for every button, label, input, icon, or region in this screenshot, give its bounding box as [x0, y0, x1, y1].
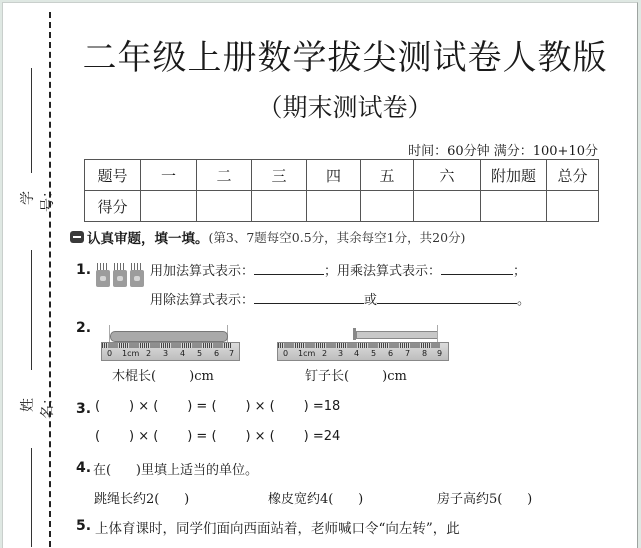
question-number: 3. [76, 401, 92, 417]
q3-equation-18[interactable]: ( ) × ( ) = ( ) × ( ) =18 [95, 399, 341, 414]
question-number: 2. [76, 320, 92, 336]
header-cell: 三 [252, 160, 307, 191]
score-cell[interactable] [414, 191, 481, 222]
section-header [70, 227, 465, 247]
q1-multiplication-prompt: ；用乘法算式表示： [324, 264, 442, 279]
ruler-number: 1cm [122, 349, 140, 358]
ruler-number: 4 [354, 349, 360, 358]
q1-division-prompt: 用除法算式表示： [150, 293, 255, 308]
ruler-number: 5 [197, 349, 203, 358]
student-no-label: 学号： [20, 184, 56, 212]
q4-item-eraser[interactable]: 橡皮宽约4( ) [268, 492, 364, 507]
q1-or-label: 或 [364, 293, 378, 308]
q1-division-blank-1[interactable] [254, 291, 364, 304]
q4-prompt: 在( )里填上适当的单位。 [93, 463, 258, 478]
pencil-cup-icon [130, 263, 144, 287]
score-cell[interactable] [361, 191, 414, 222]
name-label: 姓名： [20, 391, 56, 419]
score-cell[interactable] [197, 191, 252, 222]
q1-division-blank-2[interactable] [377, 291, 517, 304]
section-number-badge [70, 231, 84, 243]
question-number: 4. [76, 460, 92, 476]
q1-line2-end: 。 [517, 293, 531, 308]
ruler-number: 0 [107, 349, 113, 358]
score-table-header-row [85, 160, 599, 191]
ruler-number: 7 [405, 349, 411, 358]
q2-stick-label: 木棍长( )cm [112, 369, 214, 384]
score-cell[interactable] [547, 191, 599, 222]
q1-addition-prompt: 用加法算式表示： [150, 264, 255, 279]
score-row-label: 得分 [85, 191, 141, 222]
ruler-number: 7 [229, 349, 235, 358]
nail-icon [356, 331, 438, 339]
ruler-number: 4 [180, 349, 186, 358]
ruler-number: 2 [322, 349, 328, 358]
header-cell: 六 [414, 160, 481, 191]
ruler-icon [277, 342, 449, 361]
binding-dashed-line [49, 12, 51, 547]
ruler-number: 6 [214, 349, 220, 358]
score-cell[interactable] [141, 191, 197, 222]
score-cell[interactable] [307, 191, 361, 222]
score-cell[interactable] [252, 191, 307, 222]
header-cell: 五 [361, 160, 414, 191]
score-table [84, 159, 599, 222]
section-note: (第3、7题每空0.5分，其余每空1分，共20分) [208, 230, 466, 245]
q4-item-jump-rope[interactable]: 跳绳长约2( ) [94, 492, 190, 507]
question-number: 1. [76, 262, 92, 278]
header-cell: 二 [197, 160, 252, 191]
ruler-number: 6 [388, 349, 394, 358]
ruler-number: 0 [283, 349, 289, 358]
q3-equation-24[interactable]: ( ) × ( ) = ( ) × ( ) =24 [95, 429, 341, 444]
header-cell: 题号 [85, 160, 141, 191]
pencil-cup-icon [113, 263, 127, 287]
q1-line1 [150, 260, 526, 279]
ruler-number: 3 [338, 349, 344, 358]
ruler-number: 1cm [298, 349, 316, 358]
q2-nail-label: 钉子长( )cm [305, 369, 407, 384]
pencil-cups-icon [96, 263, 144, 287]
name-rule [31, 250, 32, 370]
header-cell: 一 [141, 160, 197, 191]
q1-line2 [150, 289, 530, 308]
header-cell: 总分 [547, 160, 599, 191]
header-cell: 四 [307, 160, 361, 191]
q1-addition-blank[interactable] [254, 262, 324, 275]
question-number: 5. [76, 518, 92, 534]
section-title: 认真审题，填一填。 [87, 231, 209, 247]
ruler-number: 3 [163, 349, 169, 358]
exam-meta: 时间：60分钟 满分：100+10分 [408, 144, 598, 159]
q4-item-house[interactable]: 房子高约5( ) [437, 492, 533, 507]
q5-text: 上体育课时，同学们面向西面站着，老师喊口令“向左转”，此 [95, 521, 460, 537]
wooden-stick-icon [110, 331, 228, 342]
ruler-number: 9 [437, 349, 443, 358]
student-no-rule [31, 68, 32, 173]
pencil-cup-icon [96, 263, 110, 287]
page-subtitle: （期末测试卷） [257, 93, 433, 122]
q1-multiplication-blank[interactable] [441, 262, 513, 275]
score-table-score-row [85, 191, 599, 222]
ruler-number: 2 [146, 349, 152, 358]
score-cell[interactable] [481, 191, 547, 222]
ruler-number: 8 [422, 349, 428, 358]
page-title: 二年级上册数学拔尖测试卷人教版 [82, 38, 608, 78]
guide-line [437, 325, 438, 343]
class-rule [31, 448, 32, 547]
ruler-number: 5 [371, 349, 377, 358]
ruler-icon [101, 342, 240, 361]
header-cell: 附加题 [481, 160, 547, 191]
q1-line1-end: ； [513, 264, 527, 279]
